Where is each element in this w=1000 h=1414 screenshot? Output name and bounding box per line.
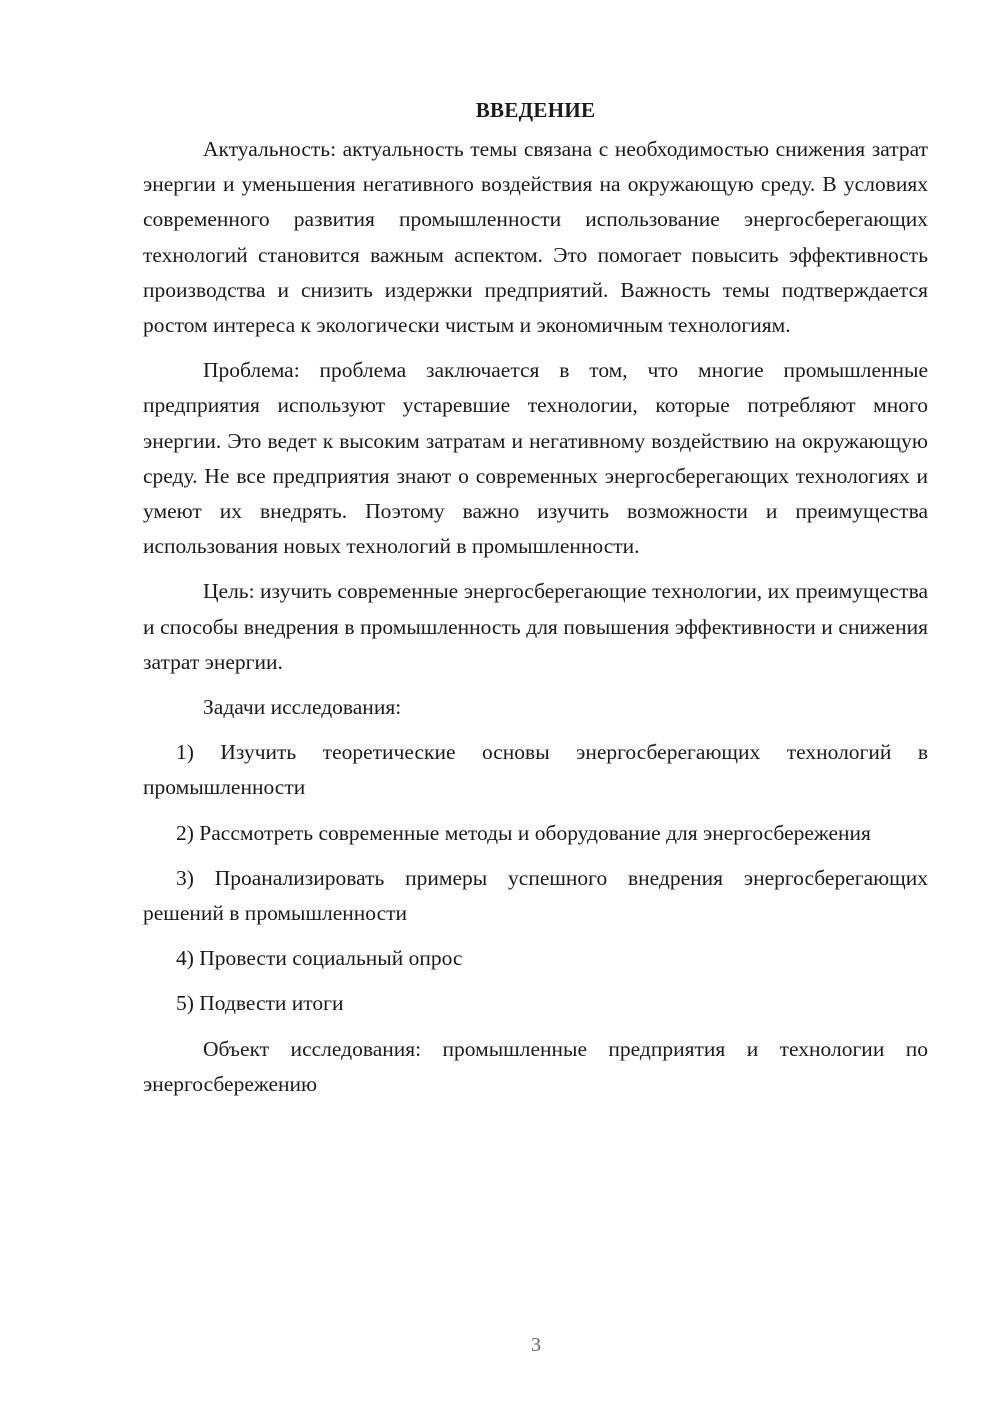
task-item: 2) Рассмотреть современные методы и оборудование для энергосбережения xyxy=(176,820,871,845)
paragraph-relevance: Актуальность: актуальность темы связана с необходимостью снижения затрат энергии и уменьшения негативного воздействия на окружающую среду. В условиях современного развития промышленности использование энергосберегающих технологий становится важным аспектом. Это помогает повысить эффективность производства и снизить издержки предприятий. Важность темы подтверждается ростом интереса к экологически чистым и экономичным технологиям. xyxy=(143,137,928,338)
task-item: 4) Провести социальный опрос xyxy=(176,946,463,971)
document-page xyxy=(143,96,928,1112)
task-item: 3) Проанализировать примеры успешного внедрения энергосберегающих решений в промышленности xyxy=(143,865,928,926)
paragraph-object: Объект исследования: промышленные предприятия и технологии по энергосбережению xyxy=(143,1036,928,1096)
task-item: 5) Подвести итоги xyxy=(176,991,344,1016)
paragraph-goal: Цель: изучить современные энергосберегающие технологии, их преимущества и способы внедрения в промышленность для повышения эффективности и снижения затрат энергии. xyxy=(143,579,928,674)
page-number: 3 xyxy=(531,1334,541,1356)
task-item: 1) Изучить теоретические основы энергосберегающих технологий в промышленности xyxy=(143,740,928,800)
paragraph-problem: Проблема: проблема заключается в том, что многие промышленные предприятия используют устаревшие технологии, которые потребляют много энергии. Это ведет к высоким затратам и негативному воздействию на окружающую среду. Не все предприятия знают о современных энергосберегающих технологиях и умеют их внедрять. Поэтому важно изучить возможности и преимущества использования новых технологий в промышленности. xyxy=(143,358,928,559)
page-title: ВВЕДЕНИЕ xyxy=(475,98,596,122)
tasks-heading: Задачи исследования: xyxy=(203,695,402,720)
